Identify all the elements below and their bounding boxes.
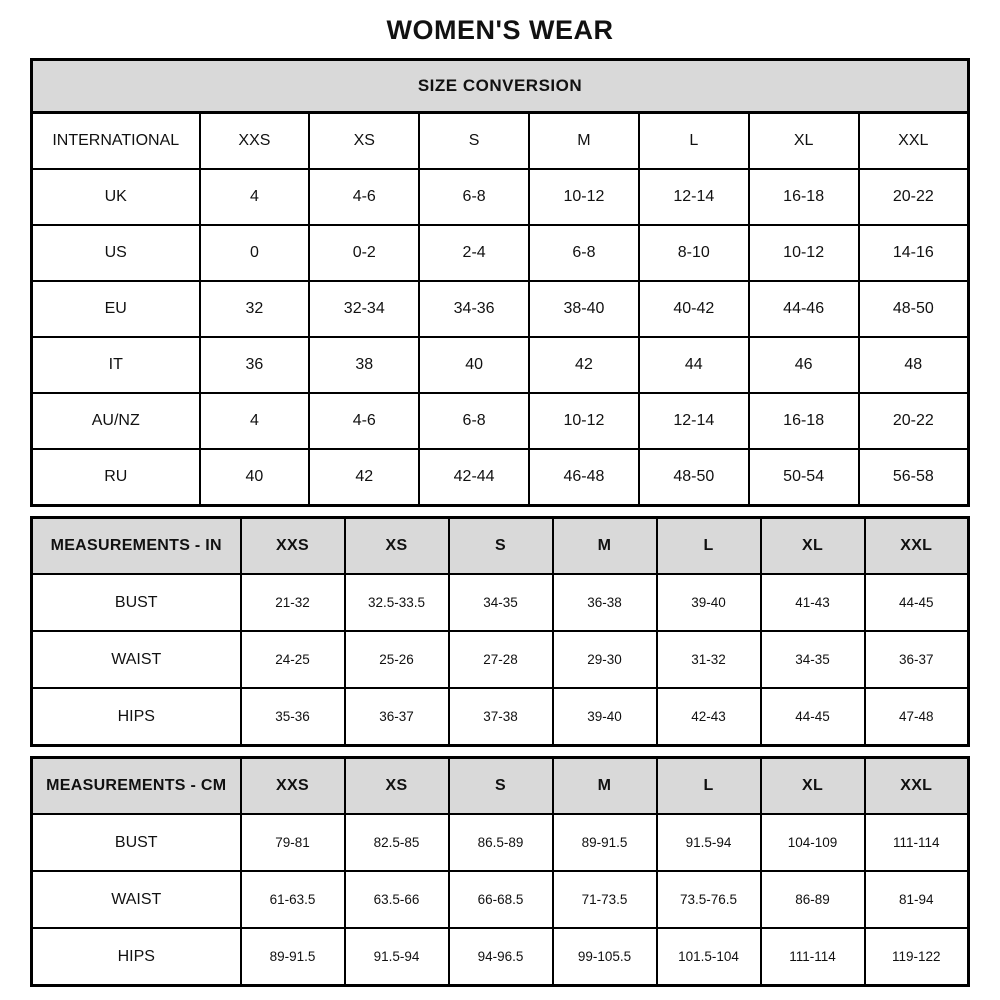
table-gap bbox=[30, 507, 970, 516]
column-header-cell: L bbox=[657, 758, 761, 815]
table-row bbox=[32, 871, 969, 928]
row-label-cell: UK bbox=[32, 169, 200, 225]
value-cell: 27-28 bbox=[449, 631, 553, 688]
value-cell: 41-43 bbox=[761, 574, 865, 631]
column-header-cell: XL bbox=[749, 113, 859, 170]
value-cell: 10-12 bbox=[749, 225, 859, 281]
header-row bbox=[32, 518, 969, 575]
row-label-cell: AU/NZ bbox=[32, 393, 200, 449]
value-cell: 79-81 bbox=[241, 814, 345, 871]
value-cell: 42-44 bbox=[419, 449, 529, 506]
value-cell: 20-22 bbox=[859, 393, 969, 449]
value-cell: 61-63.5 bbox=[241, 871, 345, 928]
value-cell: 42 bbox=[529, 337, 639, 393]
value-cell: 104-109 bbox=[761, 814, 865, 871]
value-cell: 91.5-94 bbox=[657, 814, 761, 871]
value-cell: 6-8 bbox=[529, 225, 639, 281]
value-cell: 86-89 bbox=[761, 871, 865, 928]
table-row bbox=[32, 169, 969, 225]
value-cell: 89-91.5 bbox=[241, 928, 345, 986]
value-cell: 4 bbox=[200, 169, 310, 225]
value-cell: 46 bbox=[749, 337, 859, 393]
value-cell: 44-46 bbox=[749, 281, 859, 337]
table-row bbox=[32, 281, 969, 337]
table-row bbox=[32, 928, 969, 986]
table-banner: SIZE CONVERSION bbox=[32, 60, 969, 113]
value-cell: 36-37 bbox=[345, 688, 449, 746]
value-cell: 4-6 bbox=[309, 169, 419, 225]
value-cell: 63.5-66 bbox=[345, 871, 449, 928]
value-cell: 8-10 bbox=[639, 225, 749, 281]
table-row bbox=[32, 337, 969, 393]
value-cell: 34-35 bbox=[449, 574, 553, 631]
table-row bbox=[32, 814, 969, 871]
column-header-cell: XXS bbox=[241, 758, 345, 815]
value-cell: 48 bbox=[859, 337, 969, 393]
table-row bbox=[32, 393, 969, 449]
column-header-cell: S bbox=[449, 518, 553, 575]
value-cell: 44-45 bbox=[761, 688, 865, 746]
value-cell: 36 bbox=[200, 337, 310, 393]
measurements-cm-table bbox=[30, 756, 970, 987]
column-header-cell: XL bbox=[761, 758, 865, 815]
value-cell: 2-4 bbox=[419, 225, 529, 281]
value-cell: 21-32 bbox=[241, 574, 345, 631]
value-cell: 48-50 bbox=[639, 449, 749, 506]
value-cell: 32 bbox=[200, 281, 310, 337]
measurements-in-table bbox=[30, 516, 970, 747]
value-cell: 4 bbox=[200, 393, 310, 449]
column-header-cell: XXS bbox=[241, 518, 345, 575]
column-header-cell: XL bbox=[761, 518, 865, 575]
value-cell: 40-42 bbox=[639, 281, 749, 337]
value-cell: 20-22 bbox=[859, 169, 969, 225]
value-cell: 32-34 bbox=[309, 281, 419, 337]
value-cell: 4-6 bbox=[309, 393, 419, 449]
value-cell: 24-25 bbox=[241, 631, 345, 688]
value-cell: 29-30 bbox=[553, 631, 657, 688]
value-cell: 91.5-94 bbox=[345, 928, 449, 986]
value-cell: 89-91.5 bbox=[553, 814, 657, 871]
value-cell: 42 bbox=[309, 449, 419, 506]
value-cell: 14-16 bbox=[859, 225, 969, 281]
table-row bbox=[32, 574, 969, 631]
page-title: WOMEN'S WEAR bbox=[386, 15, 614, 45]
value-cell: 82.5-85 bbox=[345, 814, 449, 871]
value-cell: 119-122 bbox=[865, 928, 969, 986]
value-cell: 44 bbox=[639, 337, 749, 393]
column-header-cell: M bbox=[529, 113, 639, 170]
value-cell: 94-96.5 bbox=[449, 928, 553, 986]
value-cell: 50-54 bbox=[749, 449, 859, 506]
value-cell: 16-18 bbox=[749, 393, 859, 449]
value-cell: 0 bbox=[200, 225, 310, 281]
value-cell: 48-50 bbox=[859, 281, 969, 337]
value-cell: 16-18 bbox=[749, 169, 859, 225]
value-cell: 12-14 bbox=[639, 169, 749, 225]
value-cell: 39-40 bbox=[553, 688, 657, 746]
size-conversion-table bbox=[30, 58, 970, 507]
column-header-cell: S bbox=[419, 113, 529, 170]
table-row bbox=[32, 631, 969, 688]
value-cell: 12-14 bbox=[639, 393, 749, 449]
value-cell: 46-48 bbox=[529, 449, 639, 506]
banner-row bbox=[32, 60, 969, 113]
column-header-cell: XXL bbox=[865, 758, 969, 815]
value-cell: 42-43 bbox=[657, 688, 761, 746]
table-row bbox=[32, 225, 969, 281]
value-cell: 6-8 bbox=[419, 393, 529, 449]
value-cell: 0-2 bbox=[309, 225, 419, 281]
value-cell: 39-40 bbox=[657, 574, 761, 631]
row-label-cell: BUST bbox=[32, 574, 241, 631]
table-row bbox=[32, 449, 969, 506]
column-header-cell: XS bbox=[345, 758, 449, 815]
value-cell: 35-36 bbox=[241, 688, 345, 746]
column-header-cell: MEASUREMENTS - IN bbox=[32, 518, 241, 575]
value-cell: 111-114 bbox=[761, 928, 865, 986]
value-cell: 10-12 bbox=[529, 393, 639, 449]
column-header-cell: L bbox=[639, 113, 749, 170]
header-row bbox=[32, 113, 969, 170]
value-cell: 37-38 bbox=[449, 688, 553, 746]
table-gap bbox=[30, 747, 970, 756]
column-header-cell: S bbox=[449, 758, 553, 815]
value-cell: 71-73.5 bbox=[553, 871, 657, 928]
value-cell: 44-45 bbox=[865, 574, 969, 631]
table-row bbox=[32, 688, 969, 746]
row-label-cell: IT bbox=[32, 337, 200, 393]
column-header-cell: M bbox=[553, 518, 657, 575]
column-header-cell: M bbox=[553, 758, 657, 815]
column-header-cell: XXS bbox=[200, 113, 310, 170]
value-cell: 36-37 bbox=[865, 631, 969, 688]
row-label-cell: BUST bbox=[32, 814, 241, 871]
column-header-cell: XXL bbox=[865, 518, 969, 575]
row-label-cell: WAIST bbox=[32, 871, 241, 928]
row-label-cell: RU bbox=[32, 449, 200, 506]
column-header-cell: MEASUREMENTS - CM bbox=[32, 758, 241, 815]
value-cell: 40 bbox=[200, 449, 310, 506]
value-cell: 101.5-104 bbox=[657, 928, 761, 986]
value-cell: 6-8 bbox=[419, 169, 529, 225]
column-header-cell: XS bbox=[309, 113, 419, 170]
value-cell: 32.5-33.5 bbox=[345, 574, 449, 631]
value-cell: 47-48 bbox=[865, 688, 969, 746]
value-cell: 40 bbox=[419, 337, 529, 393]
value-cell: 99-105.5 bbox=[553, 928, 657, 986]
value-cell: 111-114 bbox=[865, 814, 969, 871]
value-cell: 66-68.5 bbox=[449, 871, 553, 928]
value-cell: 34-36 bbox=[419, 281, 529, 337]
row-label-cell: US bbox=[32, 225, 200, 281]
value-cell: 36-38 bbox=[553, 574, 657, 631]
value-cell: 56-58 bbox=[859, 449, 969, 506]
value-cell: 73.5-76.5 bbox=[657, 871, 761, 928]
header-row bbox=[32, 758, 969, 815]
value-cell: 31-32 bbox=[657, 631, 761, 688]
row-label-cell: EU bbox=[32, 281, 200, 337]
column-header-cell: L bbox=[657, 518, 761, 575]
row-label-cell: HIPS bbox=[32, 928, 241, 986]
value-cell: 34-35 bbox=[761, 631, 865, 688]
value-cell: 38 bbox=[309, 337, 419, 393]
value-cell: 86.5-89 bbox=[449, 814, 553, 871]
value-cell: 38-40 bbox=[529, 281, 639, 337]
row-label-cell: WAIST bbox=[32, 631, 241, 688]
column-header-cell: XS bbox=[345, 518, 449, 575]
column-header-cell: INTERNATIONAL bbox=[32, 113, 200, 170]
column-header-cell: XXL bbox=[859, 113, 969, 170]
value-cell: 25-26 bbox=[345, 631, 449, 688]
value-cell: 81-94 bbox=[865, 871, 969, 928]
value-cell: 10-12 bbox=[529, 169, 639, 225]
row-label-cell: HIPS bbox=[32, 688, 241, 746]
